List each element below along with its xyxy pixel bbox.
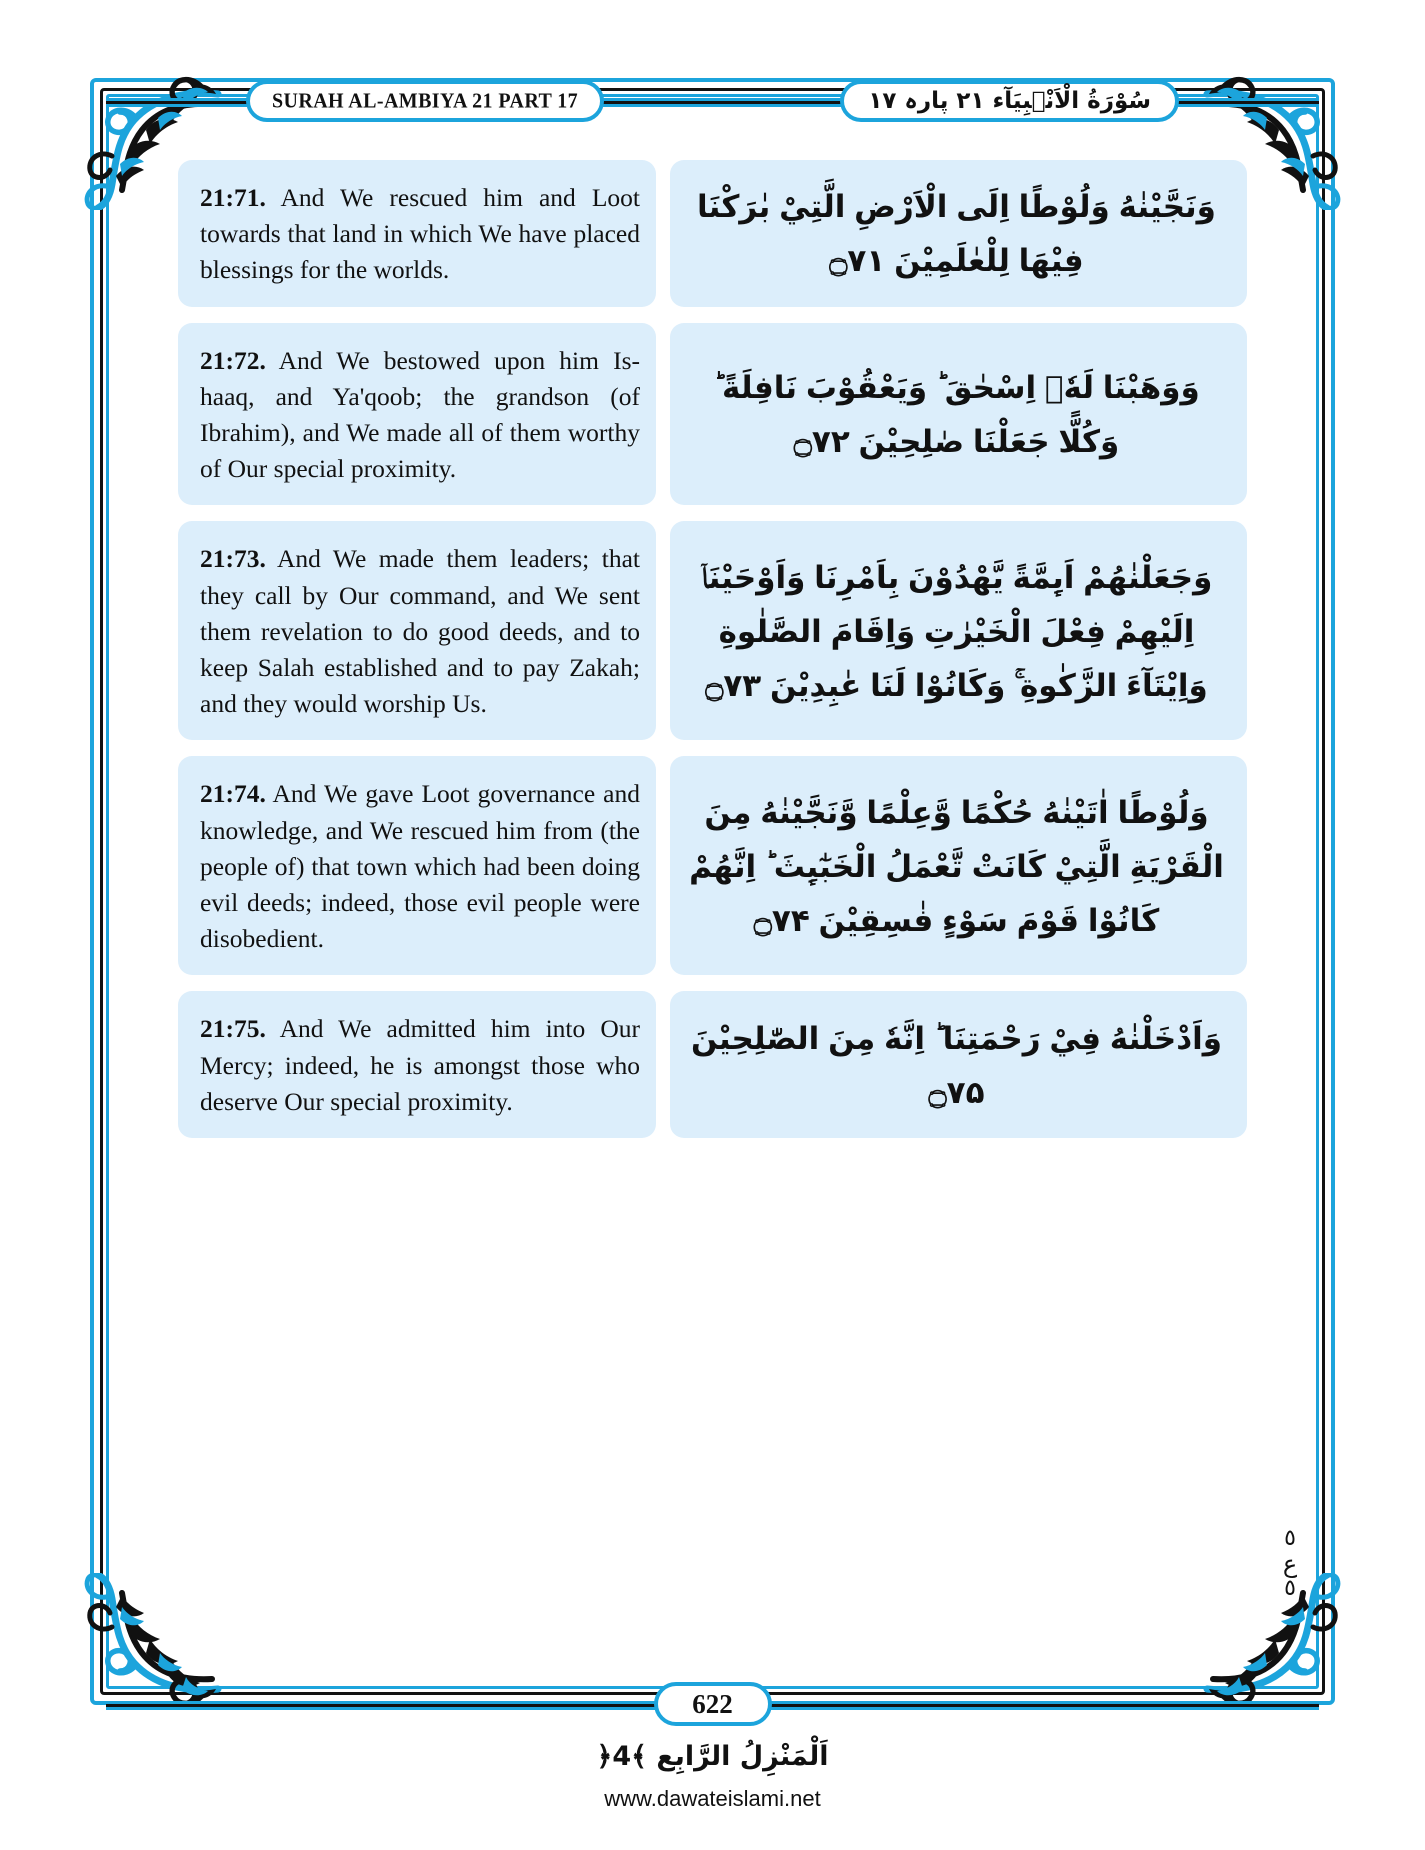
verse-english-panel bbox=[178, 756, 656, 975]
header-surah-title-text: SURAH AL-AMBIYA 21 PART 17 bbox=[272, 88, 579, 113]
verse-row bbox=[178, 756, 1247, 975]
verse-english-text bbox=[200, 180, 640, 289]
page-header bbox=[106, 78, 1319, 126]
verse-row bbox=[178, 991, 1247, 1138]
ruku-marker-top: ٥ bbox=[1284, 1526, 1296, 1551]
verse-english-body: And We rescued him and Loot towards that land in which We have placed blessings for the worlds. bbox=[200, 183, 641, 285]
verse-row bbox=[178, 521, 1247, 740]
verse-number: 21:71. bbox=[200, 183, 266, 212]
verse-english-panel bbox=[178, 991, 656, 1138]
verse-arabic-panel bbox=[670, 991, 1247, 1138]
verse-english-panel bbox=[178, 323, 656, 506]
verse-arabic-text: وَاَدْخَلْنٰهُ فِيْ رَحْمَتِنَا ؕ اِنَّهٗ مِنَ الصّٰلِحِيْنَ ۝۷۵ bbox=[690, 1020, 1223, 1111]
verse-english-text bbox=[200, 776, 640, 957]
page-number-badge bbox=[654, 1682, 772, 1726]
ruku-marker bbox=[1273, 1528, 1307, 1600]
verse-arabic-panel bbox=[670, 521, 1247, 740]
header-surah-title-arabic-text: سُوْرَةُ الْاَنْۢبِيَآء ٢١ پارہ ١٧ bbox=[868, 88, 1151, 114]
verse-number: 21:73. bbox=[200, 544, 266, 574]
verse-arabic-text: وَلُوْطًا اٰتَيْنٰهُ حُكْمًا وَّعِلْمًا وَّنَجَّيْنٰهُ مِنَ الْقَرْيَةِ الَّتِيْ كَانَتْ تَّعْمَلُ الْخَبٰٓىِٕثَ ؕ اِنَّهُمْ كَانُوْا قَوْمَ سَوْءٍ فٰسِقِيْنَ ۝۷۴ bbox=[689, 794, 1224, 940]
ruku-marker-bottom: ٥ bbox=[1284, 1576, 1296, 1601]
verse-number: 21:72. bbox=[200, 345, 266, 375]
header-surah-title-arabic-badge bbox=[840, 80, 1179, 122]
verse-arabic-panel bbox=[670, 323, 1247, 506]
verse-number: 21:74. bbox=[200, 779, 266, 809]
verse-arabic-panel bbox=[670, 160, 1247, 307]
verse-english-body: And We admitted him into Our Mercy; indeed, he is amongst those who deserve Our special proximity. bbox=[200, 1014, 640, 1116]
verse-english-text bbox=[200, 1011, 640, 1120]
verse-row bbox=[178, 160, 1247, 307]
verse-english-body: And We bestowed upon him Is-haaq, and Ya'qoob; the grandson (of Ibrahim), and We made all of them worthy of Our special proximity. bbox=[200, 345, 640, 484]
verse-english-panel bbox=[178, 521, 656, 740]
page-footer bbox=[106, 1682, 1319, 1728]
verse-english-body: And We made them leaders; that they call by Our command, and We sent them revelation to do good deeds, and to keep Salah established and to pay Zakah; and they would worship Us. bbox=[200, 544, 640, 719]
verse-arabic-panel bbox=[670, 756, 1247, 975]
header-surah-title-badge bbox=[246, 80, 604, 122]
verse-list bbox=[178, 160, 1247, 1138]
verse-arabic-text: وَجَعَلْنٰهُمْ اَىِٕمَّةً يَّهْدُوْنَ بِاَمْرِنَا وَاَوْحَيْنَاۤ اِلَيْهِمْ فِعْلَ الْخَيْرٰتِ وَاِقَامَ الصَّلٰوةِ وَاِيْتَآءَ الزَّكٰوةِ ۚ وَكَانُوْا لَنَا عٰبِدِيْنَ ۝۷۳ bbox=[700, 559, 1213, 705]
verse-english-body: And We gave Loot governance and knowledge, and We rescued him from (the people of) that town which had been doing evil deeds; indeed, those evil people were disobedient. bbox=[200, 779, 640, 954]
verse-english-text bbox=[200, 541, 640, 722]
ruku-marker-symbol: ع bbox=[1282, 1550, 1298, 1578]
manzil-label: اَلْمَنْزِلُ الرَّابِع ﴾4﴿ bbox=[596, 1741, 829, 1772]
verse-english-text bbox=[200, 343, 640, 488]
verse-english-panel bbox=[178, 160, 656, 307]
verse-number: 21:75. bbox=[200, 1014, 266, 1044]
verse-row bbox=[178, 323, 1247, 506]
verse-arabic-text: وَوَهَبْنَا لَهٗۤ اِسْحٰقَ ؕ وَيَعْقُوْبَ نَافِلَةً ؕ وَكُلًّا جَعَلْنَا صٰلِحِيْنَ ۝۷۲ bbox=[713, 369, 1200, 461]
page-number-text: 622 bbox=[692, 1688, 733, 1719]
verse-arabic-text: وَنَجَّيْنٰهُ وَلُوْطًا اِلَى الْاَرْضِ الَّتِيْ بٰرَكْنَا فِيْهَا لِلْعٰلَمِيْنَ ۝۷۱ bbox=[697, 189, 1216, 280]
website-url[interactable]: www.dawateislami.net bbox=[604, 1786, 821, 1811]
